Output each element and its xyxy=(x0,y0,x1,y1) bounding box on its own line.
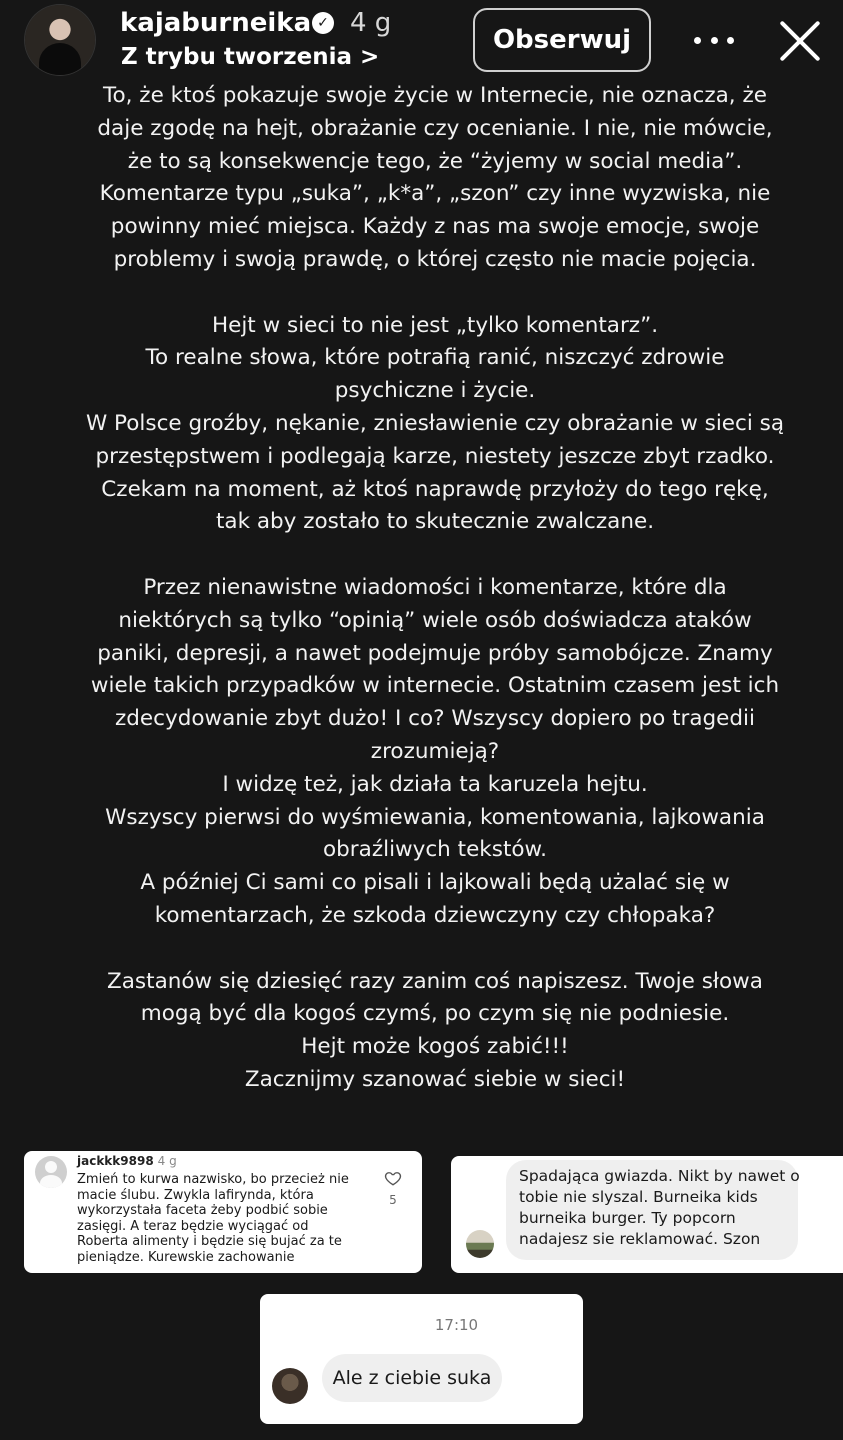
story-line: psychiczne i życie. xyxy=(334,378,536,404)
paragraph-gap xyxy=(60,277,810,310)
story-subtitle[interactable]: Z trybu tworzenia > xyxy=(121,44,380,70)
story-line: Hejt w sieci to nie jest „tylko komentarz”. xyxy=(211,312,659,338)
story-line: daje zgodę na hejt, obrażanie czy ocenianie. I nie, nie mówcie, xyxy=(97,115,773,141)
story-line: A później Ci sami co pisali i lajkowali będą użalać się w xyxy=(140,870,730,896)
story-line: przestępstwem i podlegają karze, niestety jeszcze zbyt rzadko. xyxy=(95,443,775,469)
close-icon[interactable] xyxy=(776,16,824,64)
story-line: paniki, depresji, a nawet podejmuje próby samobójcze. Znamy xyxy=(97,640,773,666)
story-line: że to są konsekwencje tego, że “żyjemy w social media”. xyxy=(127,148,743,174)
story-line: zrozumieją? xyxy=(370,738,500,764)
story-line: niektórych są tylko “opinią” wiele osób doświadcza ataków xyxy=(118,607,752,633)
sender-avatar-icon xyxy=(466,1230,494,1258)
story-line: tak aby zostało to skutecznie zwalczane. xyxy=(215,509,655,535)
follow-button[interactable]: Obserwuj xyxy=(473,8,651,72)
dm-screenshot-1 xyxy=(451,1156,843,1273)
comment-text: Zmień to kurwa nazwisko, bo przecież nie macie ślubu. Zwykla lafirynda, która wykorzystała faceta żeby podbić sobie zasięgi. A teraz będzie wyciągać od Roberta alimenty i będzie się bujać za te pieniądze. Kurewskie zachowanie xyxy=(77,1172,349,1265)
paragraph-gap xyxy=(60,539,810,572)
story-line: Komentarze typu „suka”, „k*a”, „szon” czy inne wyzwiska, nie xyxy=(99,181,771,207)
story-line: wiele takich przypadków w internecie. Ostatnim czasem jest ich xyxy=(90,673,780,699)
story-line: Przez nienawistne wiadomości i komentarze, które dla xyxy=(143,574,727,600)
more-horizontal-icon[interactable] xyxy=(694,22,734,58)
story-username[interactable]: kajaburneika xyxy=(120,8,312,38)
story-line: To realne słowa, które potrafią ranić, niszczyć zdrowie xyxy=(145,345,725,371)
comment-screenshot xyxy=(24,1151,422,1273)
paragraph-gap xyxy=(60,933,810,966)
story-line: powinny mieć miejsca. Każdy z nas ma swoje emocje, swoje xyxy=(110,214,760,240)
story-line: obraźliwych tekstów. xyxy=(323,837,547,863)
message-text: Spadająca gwiazda. Nikt by nawet o tobie nie slyszal. Burneika kids burneika burger. Ty popcorn nadajesz sie reklamować. Szon xyxy=(519,1167,800,1248)
story-time-ago: 4 g xyxy=(350,8,392,38)
commenter-username xyxy=(77,1154,177,1168)
story-text xyxy=(60,80,810,1097)
sender-avatar-icon xyxy=(272,1368,308,1404)
story-line: I widzę też, jak działa ta karuzela hejtu. xyxy=(222,771,648,797)
verified-badge-icon: ✓ xyxy=(312,12,334,34)
story-line: W Polsce groźby, nękanie, zniesławienie czy obrażanie w sieci są xyxy=(85,410,785,436)
commenter-name: jackkk9898 xyxy=(77,1154,154,1168)
story-line: problemy i swoją prawdę, o której często nie macie pojęcia. xyxy=(113,246,757,272)
message-time: 17:10 xyxy=(434,1316,479,1334)
story-line: Zacznijmy szanować siebie w sieci! xyxy=(244,1066,626,1092)
story-line: Zastanów się dziesięć razy zanim coś napiszesz. Twoje słowa xyxy=(107,968,763,994)
dm-screenshot-2 xyxy=(260,1294,583,1424)
story-line: mogą być dla kogoś czymś, po czym się nie podniesie. xyxy=(140,1001,730,1027)
story-line: Wszyscy pierwsi do wyśmiewania, komentowania, lajkowania xyxy=(105,804,765,830)
message-text: Ale z ciebie suka xyxy=(332,1367,492,1389)
heart-icon xyxy=(384,1169,402,1187)
profile-avatar[interactable] xyxy=(25,5,95,75)
commenter-avatar-icon xyxy=(35,1156,67,1188)
story-line: Czekam na moment, aż ktoś naprawdę przyłoży do tego rękę, xyxy=(101,476,769,502)
comment-time: 4 g xyxy=(157,1154,177,1168)
story-line: To, że ktoś pokazuje swoje życie w Internecie, nie oznacza, że xyxy=(103,83,767,108)
like-count: 5 xyxy=(389,1193,397,1207)
story-line: komentarzach, że szkoda dziewczyny czy chłopaka? xyxy=(154,902,716,928)
story-line: Hejt może kogoś zabić!!! xyxy=(301,1034,569,1060)
story-line: zdecydowanie zbyt dużo! I co? Wszyscy dopiero po tragedii xyxy=(114,706,755,732)
message-bubble xyxy=(322,1354,502,1402)
